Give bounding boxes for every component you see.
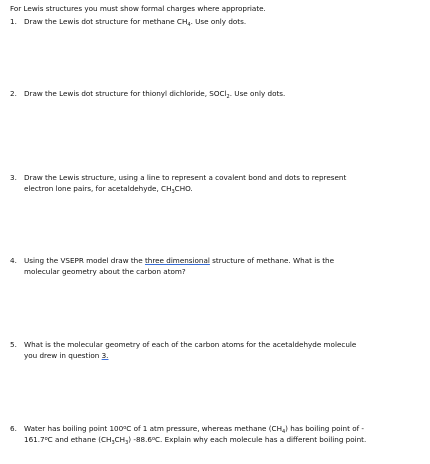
formal-charge-instruction: For Lewis structures you must show formal charges where appropriate. <box>10 4 266 13</box>
text-segment: Draw the Lewis dot structure for methane CH <box>24 17 188 26</box>
text-segment: CH <box>114 435 126 444</box>
question-text <box>24 255 422 277</box>
question-text <box>24 16 422 27</box>
degree-superscript: o <box>44 435 48 442</box>
spellcheck-underlined-text: 3. <box>101 351 109 360</box>
text-segment: ) -88.6 <box>128 435 152 444</box>
text-segment: . Use only dots. <box>190 17 247 26</box>
question-line <box>24 88 422 99</box>
text-segment: ) has boiling point of - <box>285 424 365 433</box>
spellcheck-underlined-text: three dimensional <box>144 256 210 265</box>
question-line: molecular geometry about the carbon atom? <box>24 267 186 276</box>
question-line: Draw the Lewis structure, using a line to represent a covalent bond and dots to represent <box>24 173 347 182</box>
question-line <box>24 255 422 266</box>
question-number: 4. <box>10 256 17 265</box>
question-line <box>24 423 422 434</box>
question-line <box>24 434 422 445</box>
text-segment: . Use only dots. <box>229 89 286 98</box>
subscript: 3 <box>171 188 175 195</box>
text-segment: CHO. <box>174 184 193 193</box>
degree-superscript: o <box>123 424 127 431</box>
question-text <box>24 423 422 445</box>
question-number: 2. <box>10 89 17 98</box>
degree-superscript: o <box>151 435 156 442</box>
subscript: 2 <box>226 93 230 100</box>
text-segment: Water has boiling point 100 <box>24 424 124 433</box>
text-segment: electron lone pairs, for acetaldehyde, CH <box>24 184 172 193</box>
text-segment: structure of methane. What is the <box>209 256 335 265</box>
question-line: What is the molecular geometry of each of the carbon atoms for the acetaldehyde molecule <box>24 340 357 349</box>
text-segment: Using the VSEPR model draw the <box>24 256 145 265</box>
text-segment: Draw the Lewis dot structure for thionyl dichloride, SOCl <box>24 89 227 98</box>
text-segment: C of 1 atm pressure, whereas methane (CH <box>126 424 282 433</box>
question-number: 1. <box>10 17 17 26</box>
subscript: 4 <box>187 21 191 28</box>
text-segment: C. Explain why each molecule has a different boiling point. <box>155 435 367 444</box>
subscript: 3 <box>111 439 115 446</box>
text-segment: you drew in question <box>24 351 102 360</box>
text-segment: C and ethane (CH <box>47 435 112 444</box>
question-line <box>24 183 422 194</box>
question-line <box>24 16 422 27</box>
question-number: 5. <box>10 340 17 349</box>
question-text <box>24 88 422 99</box>
question-text <box>24 339 422 361</box>
subscript: 3 <box>125 439 129 446</box>
question-text <box>24 172 422 194</box>
question-number: 3. <box>10 173 17 182</box>
question-line <box>24 350 422 361</box>
text-segment: 161.7 <box>24 435 45 444</box>
subscript: 4 <box>281 428 286 435</box>
question-number: 6. <box>10 424 17 433</box>
